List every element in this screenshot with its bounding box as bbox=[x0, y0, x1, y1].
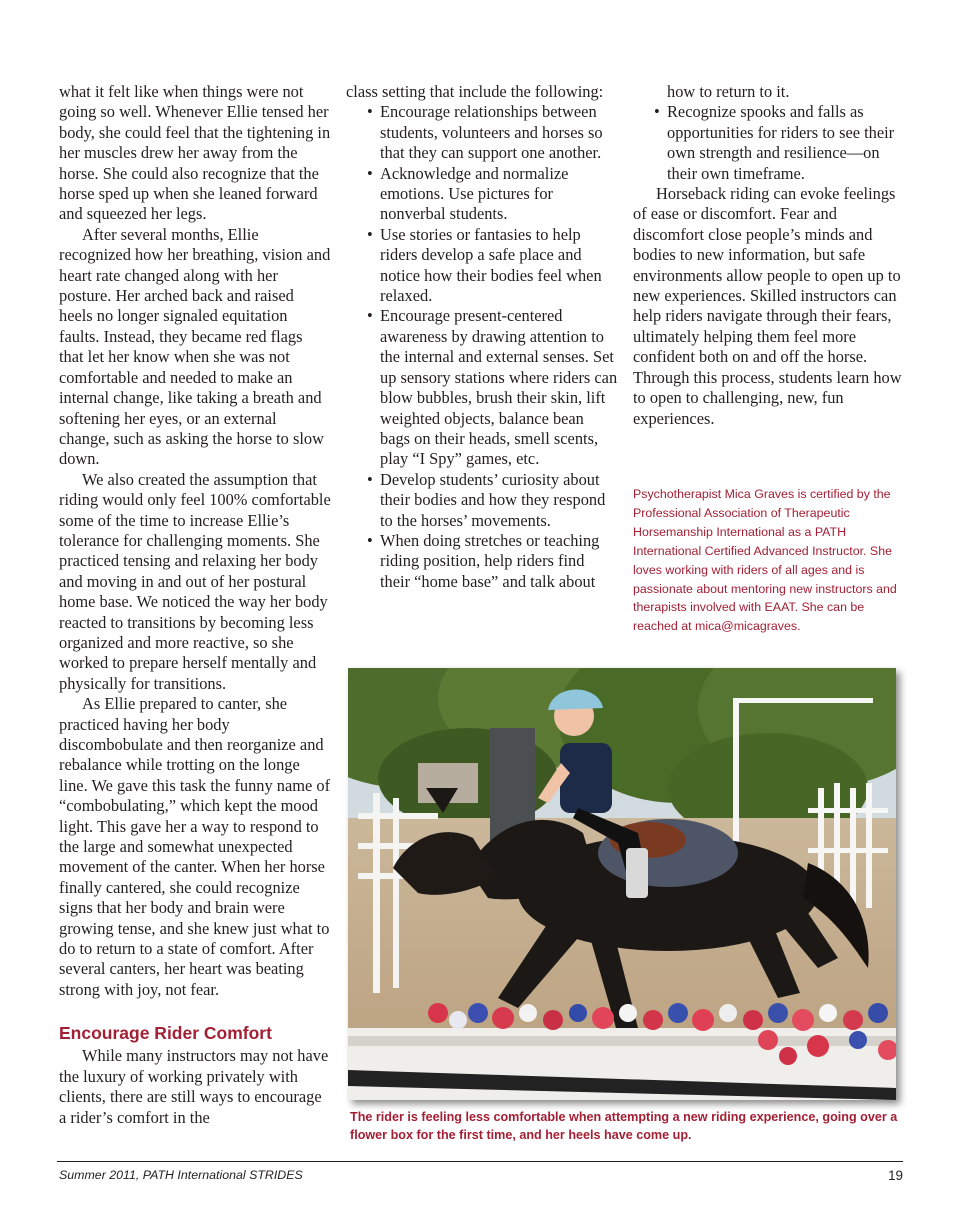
column-3 bbox=[633, 82, 903, 429]
bullet-glyph: • bbox=[367, 306, 373, 326]
page-number: 19 bbox=[888, 1168, 903, 1183]
section-heading: Encourage Rider Comfort bbox=[59, 1023, 272, 1044]
list-item: • Use stories or fantasies to help riders develop a safe place and notice how their bodies feel when relaxed. bbox=[367, 224, 602, 306]
bullet-glyph: • bbox=[367, 224, 373, 244]
column-1 bbox=[59, 82, 331, 1128]
photo-caption: The rider is feeling less comfortable when attempting a new riding experience, going over a flower box for the first time, and her heels have come up. bbox=[350, 1110, 898, 1142]
list-item: • Encourage present-centered awareness by drawing attention to the internal and external senses. Set up sensory stations where riders can blow bubbles, brush their skin, lift weighted objects, balance bean bags on their heads, smell scents, play “I Spy” games, etc. bbox=[367, 306, 618, 469]
footer-publication: Summer 2011, PATH International STRIDES bbox=[59, 1168, 303, 1182]
list-item: • Recognize spooks and falls as opportunities for riders to see their own strength and resilience—on their own timeframe. bbox=[654, 102, 895, 183]
author-bio: Psychotherapist Mica Graves is certified by the Professional Association of Therapeutic Horsemanship International as a PATH International Certified Advanced Instructor. She loves working with riders of all ages and is passionate about mentoring new instructors and therapists involved with EAAT. She can be reached at mica@micagraves. bbox=[633, 487, 897, 634]
rider-photo bbox=[348, 668, 896, 1100]
paragraph: After several months, Ellie recognized how her breathing, vision and heart rate changed along with her posture. Her arched back and raised heels no longer signaled equitation faults. Instead, they became red flags that let her know when she was not comfortable and needed to make an internal change, like taking a breath and softening her eyes, or an external change, such as asking the horse to slow down. bbox=[59, 224, 331, 469]
bullet-list bbox=[633, 102, 903, 184]
paragraph: Horseback riding can evoke feelings of ease or discomfort. Fear and discomfort close people’s minds and bodies to new information, but safe environments allow people to open up to new experiences. Skilled instructors can help riders navigate through their fears, ultimately helping them feel more confident both on and off the horse. Through this process, students learn how to open to challenging, new, fun experiences. bbox=[633, 184, 902, 428]
bullet-glyph: • bbox=[367, 163, 373, 183]
horse-rider-illustration bbox=[348, 668, 896, 1100]
bullet-glyph: • bbox=[367, 530, 373, 550]
list-item: • Encourage relationships between students, volunteers and horses so that they can support one another. bbox=[367, 102, 603, 163]
list-item: • Develop students’ curiosity about their bodies and how they respond to the horses’ movements. bbox=[367, 469, 606, 530]
paragraph: As Ellie prepared to canter, she practiced having her body discombobulate and then reorganize and rebalance while trotting on the longe line. We gave this task the funny name of “combobulating,” which kept the mood light. This gave her a way to respond to the large and somewhat unexpected movement of the canter. When her horse finally cantered, she could recognize signs that her body and brain were growing tense, and she knew just what to do to return to a state of comfort. After several canters, her heart was beating strong with joy, not fear. bbox=[59, 694, 331, 999]
column-2 bbox=[346, 82, 618, 592]
list-item: • Acknowledge and normalize emotions. Use pictures for nonverbal students. bbox=[367, 163, 569, 224]
bullet-glyph: • bbox=[367, 102, 373, 122]
bullet-list bbox=[346, 102, 618, 592]
paragraph: class setting that include the following: bbox=[346, 82, 604, 101]
footer-rule bbox=[57, 1161, 903, 1162]
list-continuation: how to return to it. bbox=[667, 82, 790, 101]
paragraph: While many instructors may not have the luxury of working privately with clients, there are still ways to encourage a rider’s comfort in the bbox=[59, 1046, 329, 1127]
bullet-glyph: • bbox=[654, 102, 660, 122]
bullet-glyph: • bbox=[367, 469, 373, 489]
paragraph: We also created the assumption that riding would only feel 100% comfortable some of the time to increase Ellie’s tolerance for challenging moments. She practiced tensing and relaxing her body and moving in and out of her postural home base. We noticed the way her body reacted to transitions by becoming less organized and more reactive, so she worked to prepare herself mentally and physically for transitions. bbox=[59, 469, 331, 693]
list-item: • When doing stretches or teaching riding position, help riders find their “home base” and talk about bbox=[367, 530, 600, 591]
paragraph: what it felt like when things were not going so well. Whenever Ellie tensed her body, she could feel that the tightening in her muscles drew her away from the horse. She could also recognize that the horse sped up when she leaned forward and squeezed her legs. bbox=[59, 82, 331, 224]
